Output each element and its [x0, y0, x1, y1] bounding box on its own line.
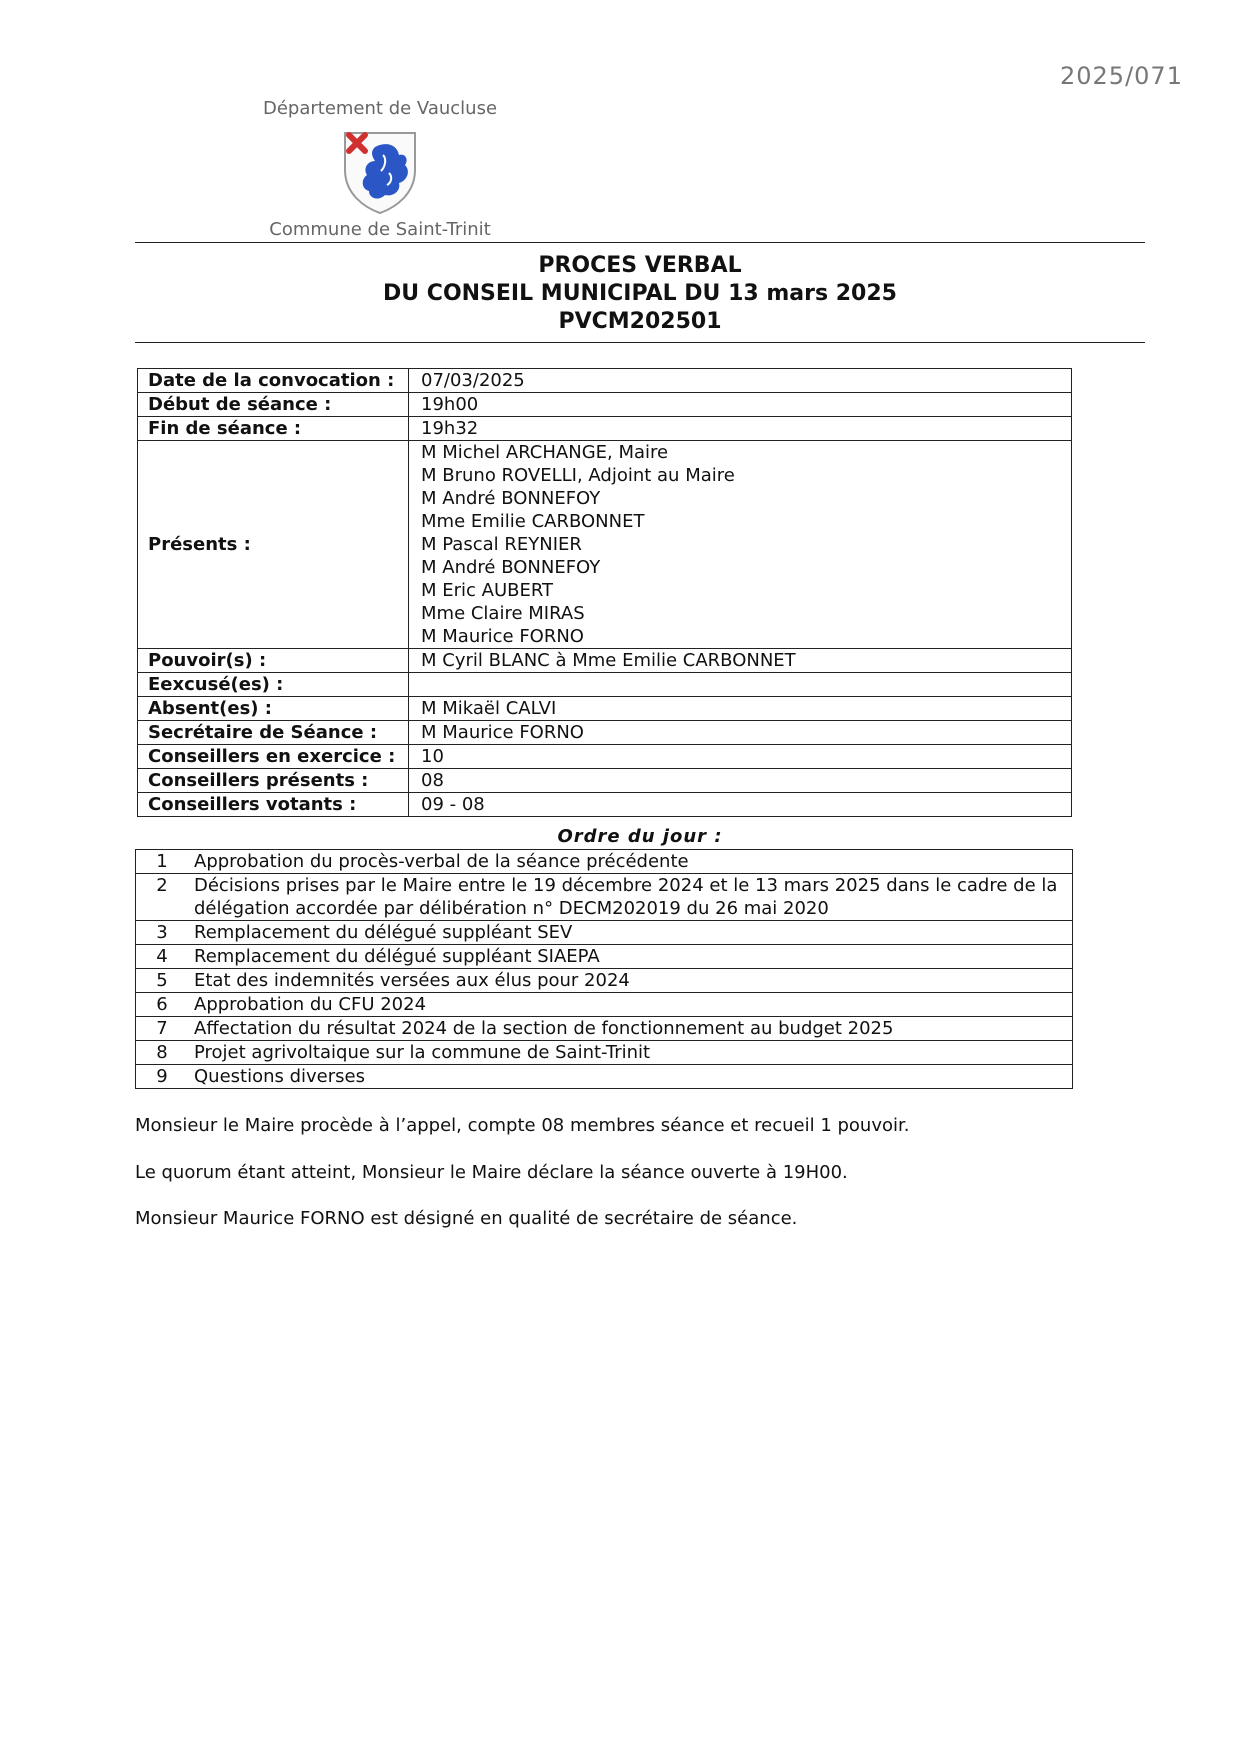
agenda-item	[136, 874, 1073, 921]
agenda-item-text: Remplacement du délégué suppléant SEV	[188, 921, 1073, 945]
excuses-label: Eexcusé(es) :	[138, 673, 409, 697]
table-row	[138, 369, 1072, 393]
table-row	[138, 769, 1072, 793]
table-row	[138, 793, 1072, 817]
page-number: 2025/071	[1060, 62, 1183, 90]
pouvoirs-label: Pouvoir(s) :	[138, 649, 409, 673]
presents-count-value: 08	[409, 769, 1072, 793]
agenda-item-text: Questions diverses	[188, 1065, 1073, 1089]
table-row	[138, 745, 1072, 769]
roll-call-paragraph: Monsieur le Maire procède à l’appel, compte 08 membres séance et recueil 1 pouvoir.	[135, 1115, 910, 1136]
agenda-item-number: 6	[136, 993, 189, 1017]
title-line-1: PROCES VERBAL	[538, 253, 742, 278]
commune-name: Commune de Saint-Trinit	[269, 219, 491, 240]
divider-top	[135, 242, 1145, 243]
agenda-item	[136, 921, 1073, 945]
absents-label: Absent(es) :	[138, 697, 409, 721]
debut-label: Début de séance :	[138, 393, 409, 417]
present-member: M André BONNEFOY	[421, 488, 601, 509]
table-row	[138, 697, 1072, 721]
fin-value: 19h32	[409, 417, 1072, 441]
agenda-item-text: Approbation du procès-verbal de la séance précédente	[188, 850, 1073, 874]
agenda-item	[136, 993, 1073, 1017]
agenda-item	[136, 945, 1073, 969]
agenda-item	[136, 1017, 1073, 1041]
present-member: M André BONNEFOY	[421, 557, 601, 578]
table-row	[138, 393, 1072, 417]
department-name: Département de Vaucluse	[262, 98, 498, 119]
agenda-item	[136, 850, 1073, 874]
fin-label: Fin de séance :	[138, 417, 409, 441]
table-row	[138, 441, 1072, 649]
agenda-item-number: 7	[136, 1017, 189, 1041]
secretary-paragraph: Monsieur Maurice FORNO est désigné en qualité de secrétaire de séance.	[135, 1208, 798, 1229]
table-row	[138, 649, 1072, 673]
presents-label: Présents :	[138, 441, 409, 649]
agenda-item-text: Projet agrivoltaique sur la commune de Saint-Trinit	[188, 1041, 1073, 1065]
exercice-label: Conseillers en exercice :	[138, 745, 409, 769]
agenda-item-number: 5	[136, 969, 189, 993]
divider-bottom	[135, 342, 1145, 343]
agenda-item	[136, 1065, 1073, 1089]
agenda-table	[135, 849, 1073, 1089]
agenda-item-text: Approbation du CFU 2024	[188, 993, 1073, 1017]
table-row	[138, 673, 1072, 697]
debut-value: 19h00	[409, 393, 1072, 417]
agenda-item-text: Etat des indemnités versées aux élus pour 2024	[188, 969, 1073, 993]
agenda-item-text: Remplacement du délégué suppléant SIAEPA	[188, 945, 1073, 969]
exercice-value: 10	[409, 745, 1072, 769]
agenda-item-number: 1	[136, 850, 189, 874]
title-line-2: DU CONSEIL MUNICIPAL DU 13 mars 2025	[383, 281, 897, 306]
letterhead	[250, 98, 510, 240]
presents-count-label: Conseillers présents :	[138, 769, 409, 793]
absents-value: M Mikaël CALVI	[409, 697, 1072, 721]
secretaire-value: M Maurice FORNO	[409, 721, 1072, 745]
present-member: M Michel ARCHANGE, Maire	[421, 442, 669, 463]
document-title	[135, 252, 1145, 336]
pouvoirs-value: M Cyril BLANC à Mme Emilie CARBONNET	[409, 649, 1072, 673]
session-info-table	[137, 368, 1072, 817]
excuses-value	[409, 673, 1072, 697]
votants-value: 09 - 08	[409, 793, 1072, 817]
agenda-item-text: Décisions prises par le Maire entre le 19 décembre 2024 et le 13 mars 2025 dans le cadre de la délégation accordée par délibération n° DECM202019 du 26 mai 2020	[188, 874, 1073, 921]
convocation-label: Date de la convocation :	[138, 369, 409, 393]
agenda-item-number: 4	[136, 945, 189, 969]
quorum-paragraph: Le quorum étant atteint, Monsieur le Maire déclare la séance ouverte à 19H00.	[135, 1162, 848, 1183]
agenda-title: Ordre du jour :	[557, 826, 723, 847]
present-member: M Bruno ROVELLI, Adjoint au Maire	[421, 465, 735, 486]
agenda-item-number: 3	[136, 921, 189, 945]
present-member: Mme Emilie CARBONNET	[421, 511, 645, 532]
coat-of-arms-icon	[335, 125, 425, 215]
presents-list	[409, 441, 1072, 649]
table-row	[138, 417, 1072, 441]
secretaire-label: Secrétaire de Séance :	[138, 721, 409, 745]
convocation-value: 07/03/2025	[409, 369, 1072, 393]
agenda-item-number: 9	[136, 1065, 189, 1089]
agenda-item	[136, 1041, 1073, 1065]
present-member: M Maurice FORNO	[421, 626, 584, 647]
votants-label: Conseillers votants :	[138, 793, 409, 817]
present-member: Mme Claire MIRAS	[421, 603, 585, 624]
agenda-item-number: 8	[136, 1041, 189, 1065]
present-member: M Eric AUBERT	[421, 580, 554, 601]
present-member: M Pascal REYNIER	[421, 534, 582, 555]
agenda-item-text: Affectation du résultat 2024 de la section de fonctionnement au budget 2025	[188, 1017, 1073, 1041]
title-line-3: PVCM202501	[558, 309, 722, 334]
table-row	[138, 721, 1072, 745]
agenda-item	[136, 969, 1073, 993]
agenda-item-number: 2	[136, 874, 189, 921]
